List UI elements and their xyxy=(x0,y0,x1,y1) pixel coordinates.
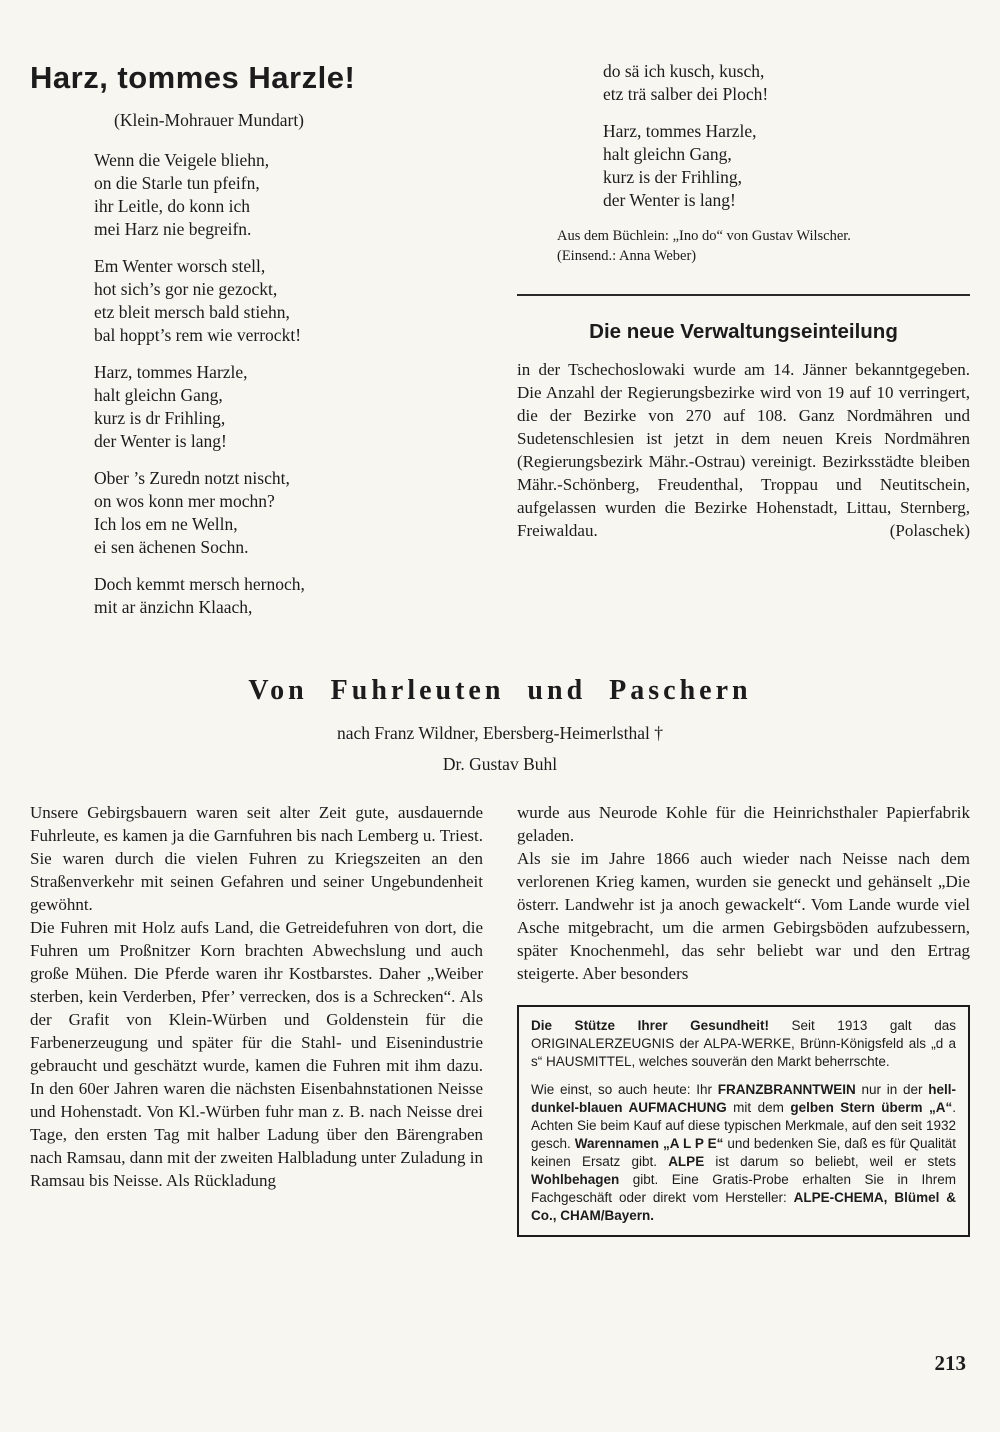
article-byline: nach Franz Wildner, Ebersberg-Heimerlsthal † xyxy=(337,723,663,743)
poem-stanza: Harz, tommes Harzle, halt gleichn Gang, kurz is dr Frihling, der Wenter is lang! xyxy=(94,362,248,451)
article-column-left xyxy=(30,801,483,1237)
top-column-right xyxy=(517,60,970,633)
article-head xyxy=(30,675,970,775)
article-body xyxy=(30,801,970,1237)
verwaltung-body xyxy=(517,358,970,542)
advertisement-box xyxy=(517,1005,970,1237)
article-paragraph: Unsere Gebirgsbauern waren seit alter Zeit gute, ausdauernde Fuhrleute, es kamen ja die Garnfuhren bis nach Lemberg u. Triest. Sie waren durch die vielen Fuhren zu Kriegszeiten an den Straßenverkehr mit seinen Gefahren und seiner Ungebundenheit gewöhnt. xyxy=(30,803,483,914)
ad-paragraph: Die Stütze Ihrer Gesundheit! Seit 1913 galt das ORIGINALERZEUGNIS der ALPA-WERKE, Brünn-Königsfeld als „d a s“ HAUSMITTEL, welches souverän den Markt beherrschte. xyxy=(531,1018,956,1069)
poem-stanza: Em Wenter worsch stell, hot sich’s gor nie gezockt, etz bleit mersch bald stiehn, bal hoppt’s rem wie verrockt! xyxy=(94,256,302,345)
poem-source-line: (Einsend.: Anna Weber) xyxy=(557,248,697,264)
poem-source-line: Aus dem Büchlein: „Ino do“ von Gustav Wilscher. xyxy=(557,228,851,244)
poem-stanza: do sä ich kusch, kusch, etz trä salber dei Ploch! xyxy=(603,61,769,104)
poem-column-left xyxy=(30,60,483,633)
article-title: Von Fuhrleuten und Paschern xyxy=(248,675,752,706)
poem-source xyxy=(517,226,970,266)
page-number: 213 xyxy=(934,1351,966,1375)
section-divider xyxy=(517,294,970,296)
ad-paragraph: Wie einst, so auch heute: Ihr FRANZBRANNTWEIN nur in der hell-dunkel-blauen AUFMACHUNG mit dem gelben Stern überm „A“. Achten Sie beim Kauf auf diese typischen Merkmale, auf den seit 1932 gesch. Warennamen „A L P E“ und bedenken Sie, daß es für Qualität keinen Ersatz gibt. ALPE ist darum so beliebt, weil er stets Wohlbehagen gibt. Eine Gratis-Probe erhalten Sie in Ihrem Fachgeschäft oder direkt vom Hersteller: ALPE-CHEMA, Blümel & Co., CHAM/Bayern. xyxy=(531,1082,957,1223)
poem-stanza: Harz, tommes Harzle, halt gleichn Gang, kurz is der Frihling, der Wenter is lang! xyxy=(603,121,757,210)
poem-stanza: Doch kemmt mersch hernoch, mit ar änzichn Klaach, xyxy=(94,574,305,617)
article-paragraph: Als sie im Jahre 1866 auch wieder nach Neisse nach dem verlorenen Krieg kamen, wurden sie geneckt und gehänselt „Die österr. Landwehr ist ja anoch gewackelt“. Vom Lande wurde viel Asche mitgebracht, um die armen Gebirgsböden aufzubessern, später Knochenmehl, das sehr beliebt war und den Ertrag steigerte. Aber besonders xyxy=(517,849,970,983)
verwaltung-text: in der Tschechoslowaki wurde am 14. Jänner bekanntgegeben. Die Anzahl der Regierungsbezirke wird von 19 auf 10 verringert, die der Bezirke von 270 auf 108. Ganz Nordmähren und Sudetenschlesien ist jetzt in dem neuen Kreis Nordmähren (Regierungsbezirk Mähr.-Ostrau) vereinigt. Bezirksstädte bleiben Mähr.-Schönberg, Freudenthal, Troppau und Neutitschein, aufgelassen wurden die Bezirke Hohenstadt, Littau, Sternberg, Freiwaldau. xyxy=(517,360,970,540)
poem-title: Harz, tommes Harzle! xyxy=(30,60,356,95)
top-section xyxy=(30,60,970,633)
poem-stanza: Wenn die Veigele bliehn, on die Starle tun pfeifn, ihr Leitle, do konn ich mei Harz nie begreifn. xyxy=(94,150,270,239)
verwaltung-heading: Die neue Verwaltungseinteilung xyxy=(589,320,898,343)
article-column-right xyxy=(517,801,970,1237)
article-paragraph: Die Fuhren mit Holz aufs Land, die Getreidefuhren von dort, die Fuhren um Proßnitzer Korn brachten Abwechslung und auch große Mühen. Die Pferde waren ihr Kostbarstes. Daher „Weiber sterben, kein Verderben, Pfer’ verrecken, dos is a Schrecken“. Als der Grafit von Klein-Würben und Goldenstein für die Farbenerzeugung und später für die Stahl- und Eisenindustrie gebraucht und geschätzt wurde, kamen die Fuhren mit ihm dazu. In den 60er Jahren waren die nächsten Eisenbahnstationen Neisse und Hohenstadt. Von Kl.-Würben fuhr man z. B. nach Neisse drei Tage, den ersten Tag mit halber Ladung über den Bärengraben nach Ramsau, dann mit der zweiten Halbladung unter Zuladung in Ramsau bis Neisse. Als Rückladung xyxy=(30,918,483,1190)
article-author: Dr. Gustav Buhl xyxy=(442,754,558,774)
poem-subtitle: (Klein-Mohrauer Mundart) xyxy=(114,110,305,130)
article-paragraph: wurde aus Neurode Kohle für die Heinrichsthaler Papierfabrik geladen. xyxy=(517,803,970,845)
poem-stanza: Ober ’s Zuredn notzt nischt, on wos konn mer mochn? Ich los em ne Welln, ei sen ächenen Sochn. xyxy=(94,468,290,557)
verwaltung-credit: (Polaschek) xyxy=(889,521,970,540)
